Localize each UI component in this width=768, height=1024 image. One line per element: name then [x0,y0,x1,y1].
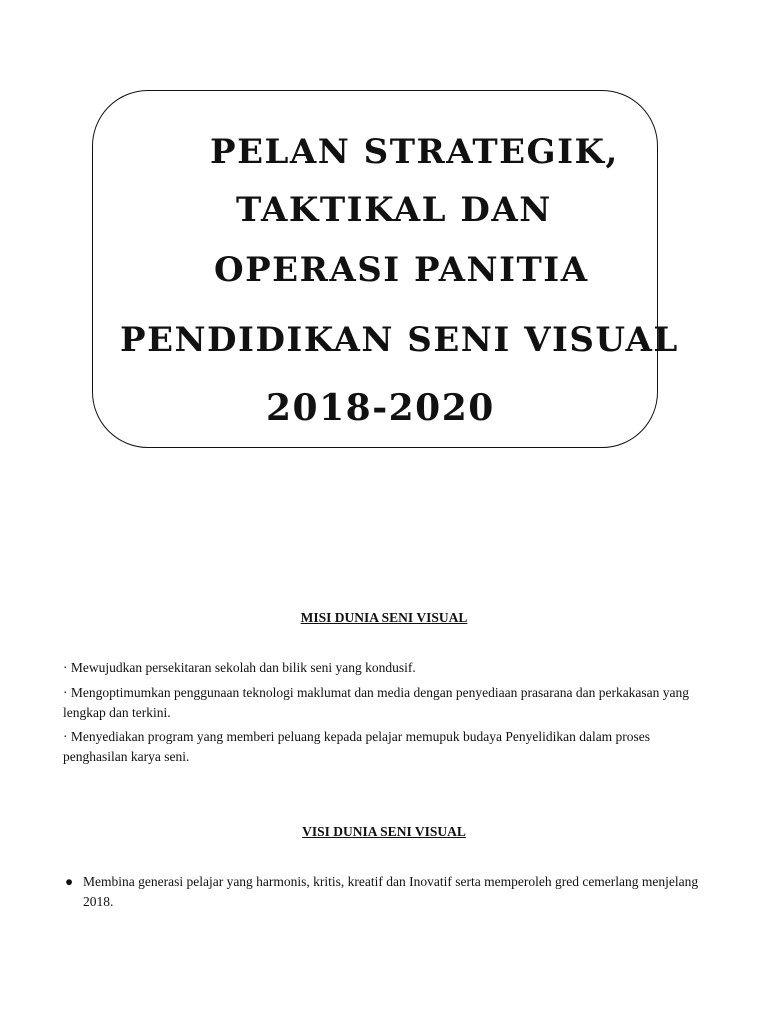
visi-heading: VISI DUNIA SENI VISUAL [302,824,466,839]
visi-item [63,872,713,912]
misi-item-3: · Menyediakan program yang memberi peluang kepada pelajar memupuk budaya Penyelidikan dalam proses penghasilan karya seni. [63,729,651,764]
visi-list [63,872,713,912]
misi-heading: MISI DUNIA SENI VISUAL [300,610,468,625]
title-line-1: PELAN STRATEGIK, [210,132,619,172]
misi-item-1: · Mewujudkan persekitaran sekolah dan bilik seni yang kondusif. [63,660,416,675]
title-line-4: PENDIDIKAN SENI VISUAL [120,320,679,360]
title-line-3: OPERASI PANITIA [214,250,589,290]
title-line-2: TAKTIKAL DAN [236,190,552,230]
title-line-years: 2018-2020 [266,387,495,429]
visi-item-text: Membina generasi pelajar yang harmonis, kritis, kreatif dan Inovatif serta memperoleh gred cemerlang menjelang 2018. [83,874,699,909]
misi-item-2: · Mengoptimumkan penggunaan teknologi maklumat dan media dengan penyediaan prasarana dan perkakasan yang lengkap dan terkini. [63,685,690,720]
bullet-icon: ● [65,874,74,889]
